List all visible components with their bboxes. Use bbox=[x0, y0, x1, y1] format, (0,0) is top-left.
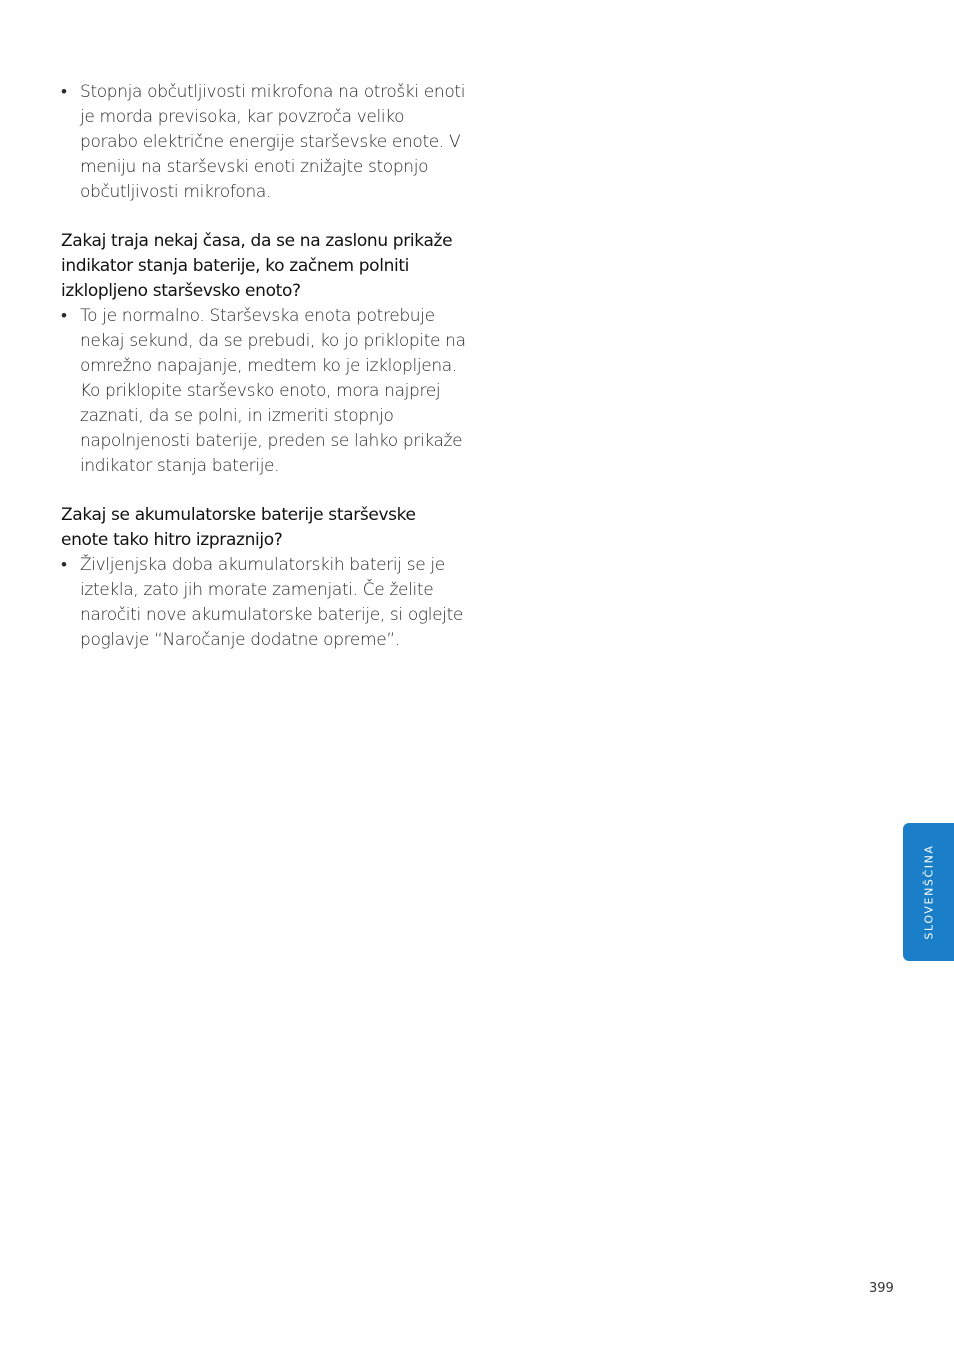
language-label: SLOVENŠČINA bbox=[922, 844, 935, 940]
page-content bbox=[61, 80, 466, 653]
page-number: 399 bbox=[869, 1281, 894, 1296]
question-heading-battery-indicator: Zakaj traja nekaj časa, da se na zaslonu prikaže indikator stanja baterije, ko začnem polniti izklopljeno starševsko enoto? bbox=[61, 231, 453, 302]
spacer bbox=[61, 478, 466, 503]
question-heading-battery-drain: Zakaj se akumulatorske baterije starševske enote tako hitro izpraznijo? bbox=[61, 505, 416, 551]
language-side-tab bbox=[903, 823, 954, 961]
bullet-battery-drain-answer: • Življenjska doba akumulatorskih baterij se je iztekla, zato jih morate zamenjati. Če želite naročiti nove akumulatorske baterije, si oglejte poglavje “Naročanje dodatne opreme”. bbox=[61, 553, 466, 653]
bullet-battery-indicator-answer: • To je normalno. Starševska enota potrebuje nekaj sekund, da se prebudi, ko jo priklopite na omrežno napajanje, medtem ko je izklopljena. Ko priklopite starševsko enoto, mora najprej zaznati, da se polni, in izmeriti stopnjo napolnjenosti baterije, preden se lahko prikaže indikator stanja baterije. bbox=[61, 304, 466, 478]
bullet-microphone-sensitivity: • Stopnja občutljivosti mikrofona na otroški enoti je morda previsoka, kar povzroča veliko porabo električne energije starševske enote. V meniju na starševski enoti znižajte stopnjo občutljivosti mikrofona. bbox=[61, 80, 466, 205]
spacer bbox=[61, 205, 466, 230]
